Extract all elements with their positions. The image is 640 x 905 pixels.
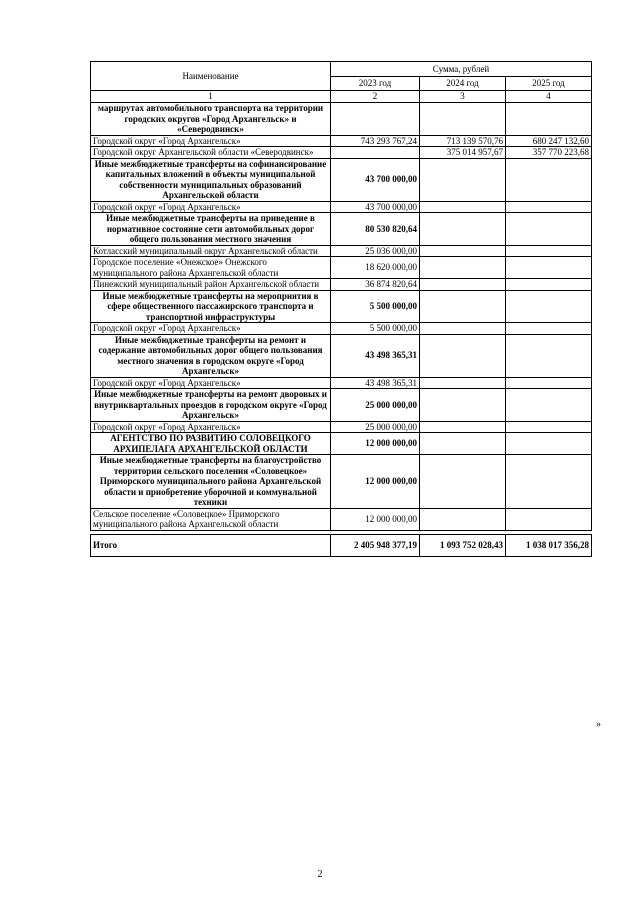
column-number: 4: [506, 91, 592, 103]
value-2025: [506, 421, 592, 433]
table-header: [91, 62, 592, 103]
total-2024: 1 093 752 028,43: [420, 534, 506, 556]
year-header-2024: 2024 год: [420, 76, 506, 91]
value-2024: [420, 389, 506, 422]
table-body: [91, 103, 592, 557]
value-2025: [506, 455, 592, 509]
value-2023: 12 000 000,00: [331, 508, 420, 530]
total-2023: 2 405 948 377,19: [331, 534, 420, 556]
budget-table-container: [90, 61, 591, 557]
value-2023: 12 000 000,00: [331, 455, 420, 509]
row-name: Сельское поселение «Соловецкое» Приморского муниципального района Архангельской области: [91, 508, 331, 530]
row-name: Городской округ «Город Архангельск»: [91, 323, 331, 335]
row-name: Городское поселение «Онежское» Онежского муниципального района Архангельской области: [91, 257, 331, 279]
table-row: [91, 508, 592, 530]
value-2025: [506, 245, 592, 257]
value-2025: 357 770 223,68: [506, 147, 592, 159]
row-name: Иные межбюджетные трансферты на софинансирование капитальных вложений в объекты муниципальной собственности муниципальных образований Архангельской области: [91, 158, 331, 201]
value-2024: [420, 323, 506, 335]
value-2025: [506, 323, 592, 335]
column-number: 1: [91, 91, 331, 103]
value-2024: 713 139 570,76: [420, 135, 506, 147]
value-2025: [506, 257, 592, 279]
value-2023: 5 500 000,00: [331, 323, 420, 335]
name-column-header: Наименование: [91, 62, 331, 91]
value-2023: 43 498 365,31: [331, 377, 420, 389]
table-row: [91, 201, 592, 213]
value-2024: 375 014 957,67: [420, 147, 506, 159]
section-row: [91, 455, 592, 509]
value-2024: [420, 433, 506, 455]
value-2023: 43 700 000,00: [331, 158, 420, 201]
section-row: [91, 103, 592, 136]
value-2025: [506, 213, 592, 246]
row-name: Иные межбюджетные трансферты на благоустройство территории сельского поселения «Соловецкое» Приморского муниципального района Архангельской области и приобретение уборочной и коммунальной техники: [91, 455, 331, 509]
section-row: [91, 389, 592, 422]
row-name: АГЕНТСТВО ПО РАЗВИТИЮ СОЛОВЕЦКОГО АРХИПЕЛАГА АРХАНГЕЛЬСКОЙ ОБЛАСТИ: [91, 433, 331, 455]
value-2025: [506, 279, 592, 291]
value-2025: [506, 158, 592, 201]
value-2023: 5 500 000,00: [331, 290, 420, 323]
section-row: [91, 334, 592, 377]
table-row: [91, 245, 592, 257]
value-2024: [420, 201, 506, 213]
budget-table: [90, 61, 592, 557]
row-name: Городской округ Архангельской области «Северодвинск»: [91, 147, 331, 159]
value-2024: [420, 290, 506, 323]
value-2023: 43 700 000,00: [331, 201, 420, 213]
table-row: [91, 257, 592, 279]
section-row: [91, 213, 592, 246]
total-row: [91, 534, 592, 556]
year-header-2025: 2025 год: [506, 76, 592, 91]
value-2023: 43 498 365,31: [331, 334, 420, 377]
value-2024: [420, 279, 506, 291]
value-2023: 18 620 000,00: [331, 257, 420, 279]
row-name: маршрутах автомобильного транспорта на территории городских округов «Город Архангельск» и «Северодвинск»: [91, 103, 331, 136]
value-2024: [420, 508, 506, 530]
value-2024: [420, 334, 506, 377]
section-row: [91, 158, 592, 201]
value-2025: [506, 508, 592, 530]
row-name: Городской округ «Город Архангельск»: [91, 201, 331, 213]
value-2024: [420, 103, 506, 136]
value-2023: 25 000 000,00: [331, 421, 420, 433]
table-row: [91, 135, 592, 147]
row-name: Иные межбюджетные трансферты на приведение в нормативное состояние сети автомобильных дорог общего пользования местного значения: [91, 213, 331, 246]
row-name: Городской округ «Город Архангельск»: [91, 421, 331, 433]
value-2023: 25 036 000,00: [331, 245, 420, 257]
value-2023: 12 000 000,00: [331, 433, 420, 455]
row-name: Котласский муниципальный округ Архангельской области: [91, 245, 331, 257]
value-2024: [420, 421, 506, 433]
section-row: [91, 433, 592, 455]
value-2024: [420, 455, 506, 509]
row-name: Городской округ «Город Архангельск»: [91, 135, 331, 147]
table-row: [91, 377, 592, 389]
value-2025: [506, 334, 592, 377]
value-2025: [506, 201, 592, 213]
table-row: [91, 147, 592, 159]
value-2023: [331, 103, 420, 136]
row-name: Иные межбюджетные трансферты на ремонт и содержание автомобильных дорог общего пользования местного значения в городском округе «Город Архангельск»: [91, 334, 331, 377]
section-row: [91, 290, 592, 323]
column-number: 3: [420, 91, 506, 103]
value-2024: [420, 245, 506, 257]
closing-quote-mark: »: [596, 719, 601, 730]
row-name: Иные межбюджетные трансферты на ремонт дворовых и внутриквартальных проездов в городском округе «Город Архангельск»: [91, 389, 331, 422]
row-name: Пинежский муниципальный район Архангельской области: [91, 279, 331, 291]
value-2023: [331, 147, 420, 159]
value-2023: 36 874 820,64: [331, 279, 420, 291]
value-2023: 80 530 820,64: [331, 213, 420, 246]
value-2025: 680 247 132,60: [506, 135, 592, 147]
table-row: [91, 279, 592, 291]
year-header-2023: 2023 год: [331, 76, 420, 91]
value-2025: [506, 103, 592, 136]
value-2025: [506, 389, 592, 422]
value-2023: 25 000 000,00: [331, 389, 420, 422]
page-number: 2: [317, 869, 323, 880]
row-name: Иные межбюджетные трансферты на мероприятия в сфере общественного пассажирского транспорта и транспортной инфраструктуры: [91, 290, 331, 323]
table-row: [91, 323, 592, 335]
table-row: [91, 421, 592, 433]
value-2025: [506, 290, 592, 323]
row-name: Городской округ «Город Архангельск»: [91, 377, 331, 389]
value-2024: [420, 377, 506, 389]
sum-column-header: Сумма, рублей: [331, 62, 592, 77]
total-label: Итого: [91, 534, 331, 556]
value-2025: [506, 433, 592, 455]
value-2024: [420, 213, 506, 246]
value-2024: [420, 257, 506, 279]
value-2025: [506, 377, 592, 389]
total-2025: 1 038 017 356,28: [506, 534, 592, 556]
value-2023: 743 293 767,24: [331, 135, 420, 147]
column-number: 2: [331, 91, 420, 103]
value-2024: [420, 158, 506, 201]
